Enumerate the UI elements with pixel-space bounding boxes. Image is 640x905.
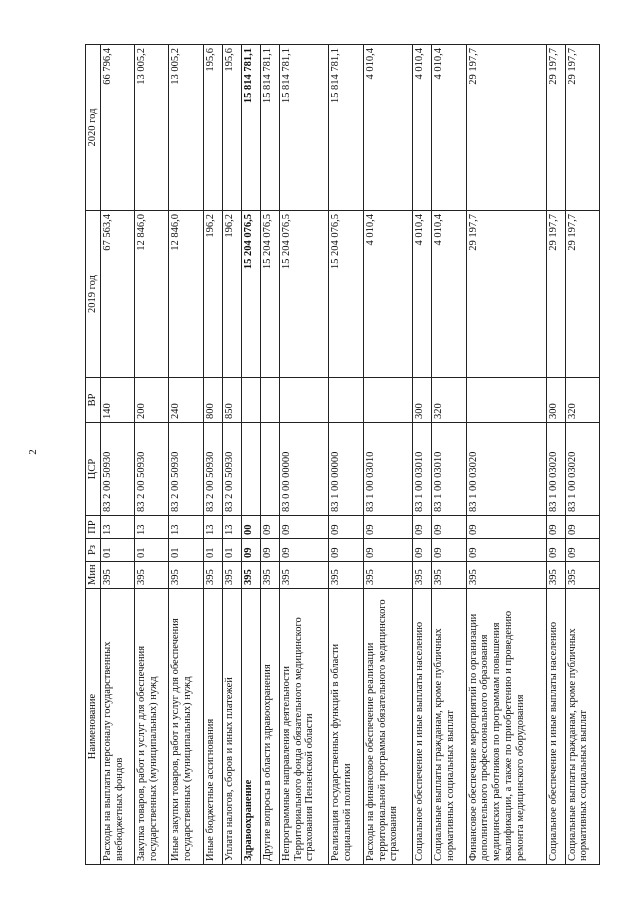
cell-vr: [466, 378, 546, 423]
cell-csr: 83 2 00 50930: [169, 423, 203, 516]
cell-pr: 09: [260, 516, 279, 539]
table-row: [466, 45, 546, 865]
cell-vr: 320: [432, 378, 466, 423]
cell-vr: [329, 378, 363, 423]
cell-vr: 240: [169, 378, 203, 423]
cell-2020: 15 814 781,1: [329, 45, 363, 211]
table-body: [100, 45, 599, 865]
header-rz: Рз: [86, 539, 101, 562]
cell-2020: 15 814 781,1: [279, 45, 329, 211]
cell-2019: 15 204 076,5: [241, 211, 260, 378]
cell-vr: [279, 378, 329, 423]
cell-rz: 09: [363, 539, 413, 562]
cell-2019: 4 010,4: [413, 211, 432, 378]
cell-rz: 09: [413, 539, 432, 562]
header-vr: ВР: [86, 378, 101, 423]
cell-csr: 83 2 00 50930: [100, 423, 134, 516]
cell-min: 395: [279, 562, 329, 589]
cell-2019: 29 197,7: [565, 211, 599, 378]
cell-2019: 4 010,4: [363, 211, 413, 378]
cell-min: 395: [135, 562, 169, 589]
cell-vr: 140: [100, 378, 134, 423]
cell-2020: 13 005,2: [169, 45, 203, 211]
cell-2020: 15 814 781,1: [260, 45, 279, 211]
cell-min: 395: [363, 562, 413, 589]
cell-2019: 67 563,4: [100, 211, 134, 378]
cell-pr: 09: [363, 516, 413, 539]
cell-rz: 09: [329, 539, 363, 562]
cell-csr: 83 1 00 03010: [363, 423, 413, 516]
table-row: [432, 45, 466, 865]
cell-min: 395: [565, 562, 599, 589]
table-header-row: [86, 45, 101, 865]
cell-2019: 15 204 076,5: [260, 211, 279, 378]
cell-vr: 300: [413, 378, 432, 423]
cell-pr: 13: [169, 516, 203, 539]
table-row: [169, 45, 203, 865]
cell-vr: 300: [546, 378, 565, 423]
cell-name: Расходы на финансовое обеспечение реализации территориальной программы обязательного медицинского страхования: [363, 589, 413, 865]
cell-rz: 09: [279, 539, 329, 562]
cell-min: 395: [413, 562, 432, 589]
cell-min: 395: [260, 562, 279, 589]
cell-pr: 13: [135, 516, 169, 539]
cell-pr: 09: [413, 516, 432, 539]
cell-name: Расходы на выплаты персоналу государственных внебюджетных фондов: [100, 589, 134, 865]
cell-rz: 09: [241, 539, 260, 562]
table-row: [546, 45, 565, 865]
cell-name: Социальное обеспечение и иные выплаты населению: [546, 589, 565, 865]
cell-2019: 196,2: [222, 211, 241, 378]
cell-2019: 12 846,0: [169, 211, 203, 378]
table-row: [329, 45, 363, 865]
cell-csr: 83 1 00 03020: [565, 423, 599, 516]
cell-csr: 83 2 00 50930: [135, 423, 169, 516]
table-row: [363, 45, 413, 865]
cell-2020: 29 197,7: [546, 45, 565, 211]
header-name: Наименование: [86, 589, 101, 865]
cell-name: Другие вопросы в области здравоохранения: [260, 589, 279, 865]
cell-rz: 09: [260, 539, 279, 562]
cell-name: Иные закупки товаров, работ и услуг для обеспечения государственных (муниципальных) нужд: [169, 589, 203, 865]
cell-2019: 15 204 076,5: [279, 211, 329, 378]
cell-rz: 09: [432, 539, 466, 562]
cell-vr: [241, 378, 260, 423]
table-row: [222, 45, 241, 865]
cell-csr: [260, 423, 279, 516]
cell-pr: 13: [100, 516, 134, 539]
budget-table: [85, 44, 600, 865]
cell-vr: [260, 378, 279, 423]
cell-rz: 01: [135, 539, 169, 562]
cell-rz: 01: [222, 539, 241, 562]
cell-name: Социальные выплаты гражданам, кроме публичных нормативных социальных выплат: [565, 589, 599, 865]
cell-rz: 09: [565, 539, 599, 562]
header-min: Мин: [86, 562, 101, 589]
cell-min: 395: [546, 562, 565, 589]
cell-pr: 09: [565, 516, 599, 539]
cell-min: 395: [203, 562, 222, 589]
cell-pr: 13: [203, 516, 222, 539]
cell-2019: 29 197,7: [466, 211, 546, 378]
cell-vr: 850: [222, 378, 241, 423]
cell-min: 395: [222, 562, 241, 589]
cell-name: Социальное обеспечение и иные выплаты населению: [413, 589, 432, 865]
cell-name: Здравоохранение: [241, 589, 260, 865]
cell-name: Иные бюджетные ассигнования: [203, 589, 222, 865]
cell-rz: 09: [546, 539, 565, 562]
cell-pr: 13: [222, 516, 241, 539]
cell-csr: 83 2 00 50930: [222, 423, 241, 516]
cell-pr: 09: [432, 516, 466, 539]
cell-name: Закупка товаров, работ и услуг для обеспечения государственных (муниципальных) нужд: [135, 589, 169, 865]
cell-2020: 15 814 781,1: [241, 45, 260, 211]
table-row: [413, 45, 432, 865]
cell-vr: [363, 378, 413, 423]
cell-csr: 83 1 00 03010: [432, 423, 466, 516]
cell-pr: 09: [329, 516, 363, 539]
cell-min: 395: [329, 562, 363, 589]
cell-2020: 4 010,4: [432, 45, 466, 211]
cell-name: Непрограммные направления деятельности Территориального фонда обязательного медицинского страхования Пензенской области: [279, 589, 329, 865]
cell-vr: 320: [565, 378, 599, 423]
cell-2020: 66 796,4: [100, 45, 134, 211]
table-row: [135, 45, 169, 865]
cell-csr: 83 1 00 00000: [329, 423, 363, 516]
cell-2020: 29 197,7: [466, 45, 546, 211]
cell-vr: 800: [203, 378, 222, 423]
cell-vr: 200: [135, 378, 169, 423]
cell-name: Финансовое обеспечение мероприятий по организации дополнительного профессионального образования медицинских работников по программам повышения квалификации, а также по приобретению и проведению ремонта медицинского оборудования: [466, 589, 546, 865]
table-row: [565, 45, 599, 865]
cell-2019: 12 846,0: [135, 211, 169, 378]
cell-2020: 195,6: [222, 45, 241, 211]
cell-pr: 09: [546, 516, 565, 539]
cell-min: 395: [241, 562, 260, 589]
cell-csr: 83 0 00 00000: [279, 423, 329, 516]
cell-2019: 15 204 076,5: [329, 211, 363, 378]
cell-min: 395: [169, 562, 203, 589]
cell-2019: 196,2: [203, 211, 222, 378]
cell-pr: 09: [466, 516, 546, 539]
header-2020: 2020 год: [86, 45, 101, 211]
cell-min: 395: [100, 562, 134, 589]
cell-2020: 195,6: [203, 45, 222, 211]
cell-csr: 83 1 00 03020: [546, 423, 565, 516]
page-number: 2: [26, 449, 39, 455]
cell-2020: 4 010,4: [363, 45, 413, 211]
cell-pr: 09: [279, 516, 329, 539]
cell-csr: 83 1 00 03020: [466, 423, 546, 516]
cell-2020: 13 005,2: [135, 45, 169, 211]
cell-min: 395: [432, 562, 466, 589]
table-row: [203, 45, 222, 865]
cell-pr: 00: [241, 516, 260, 539]
cell-2020: 4 010,4: [413, 45, 432, 211]
cell-csr: 83 1 00 03010: [413, 423, 432, 516]
cell-rz: 01: [203, 539, 222, 562]
cell-2019: 29 197,7: [546, 211, 565, 378]
cell-rz: 01: [100, 539, 134, 562]
table-row: [279, 45, 329, 865]
cell-rz: 01: [169, 539, 203, 562]
cell-name: Социальные выплаты гражданам, кроме публичных нормативных социальных выплат: [432, 589, 466, 865]
cell-name: Реализация государственных функций в области социальной политики: [329, 589, 363, 865]
cell-2019: 4 010,4: [432, 211, 466, 378]
table-row: [241, 45, 260, 865]
header-pr: ПР: [86, 516, 101, 539]
rotated-table-wrapper: [85, 45, 600, 865]
cell-name: Уплата налогов, сборов и иных платежей: [222, 589, 241, 865]
table-row: [260, 45, 279, 865]
header-2019: 2019 год: [86, 211, 101, 378]
cell-min: 395: [466, 562, 546, 589]
header-csr: ЦСР: [86, 423, 101, 516]
cell-rz: 09: [466, 539, 546, 562]
cell-csr: [241, 423, 260, 516]
table-row: [100, 45, 134, 865]
cell-csr: 83 2 00 50930: [203, 423, 222, 516]
cell-2020: 29 197,7: [565, 45, 599, 211]
